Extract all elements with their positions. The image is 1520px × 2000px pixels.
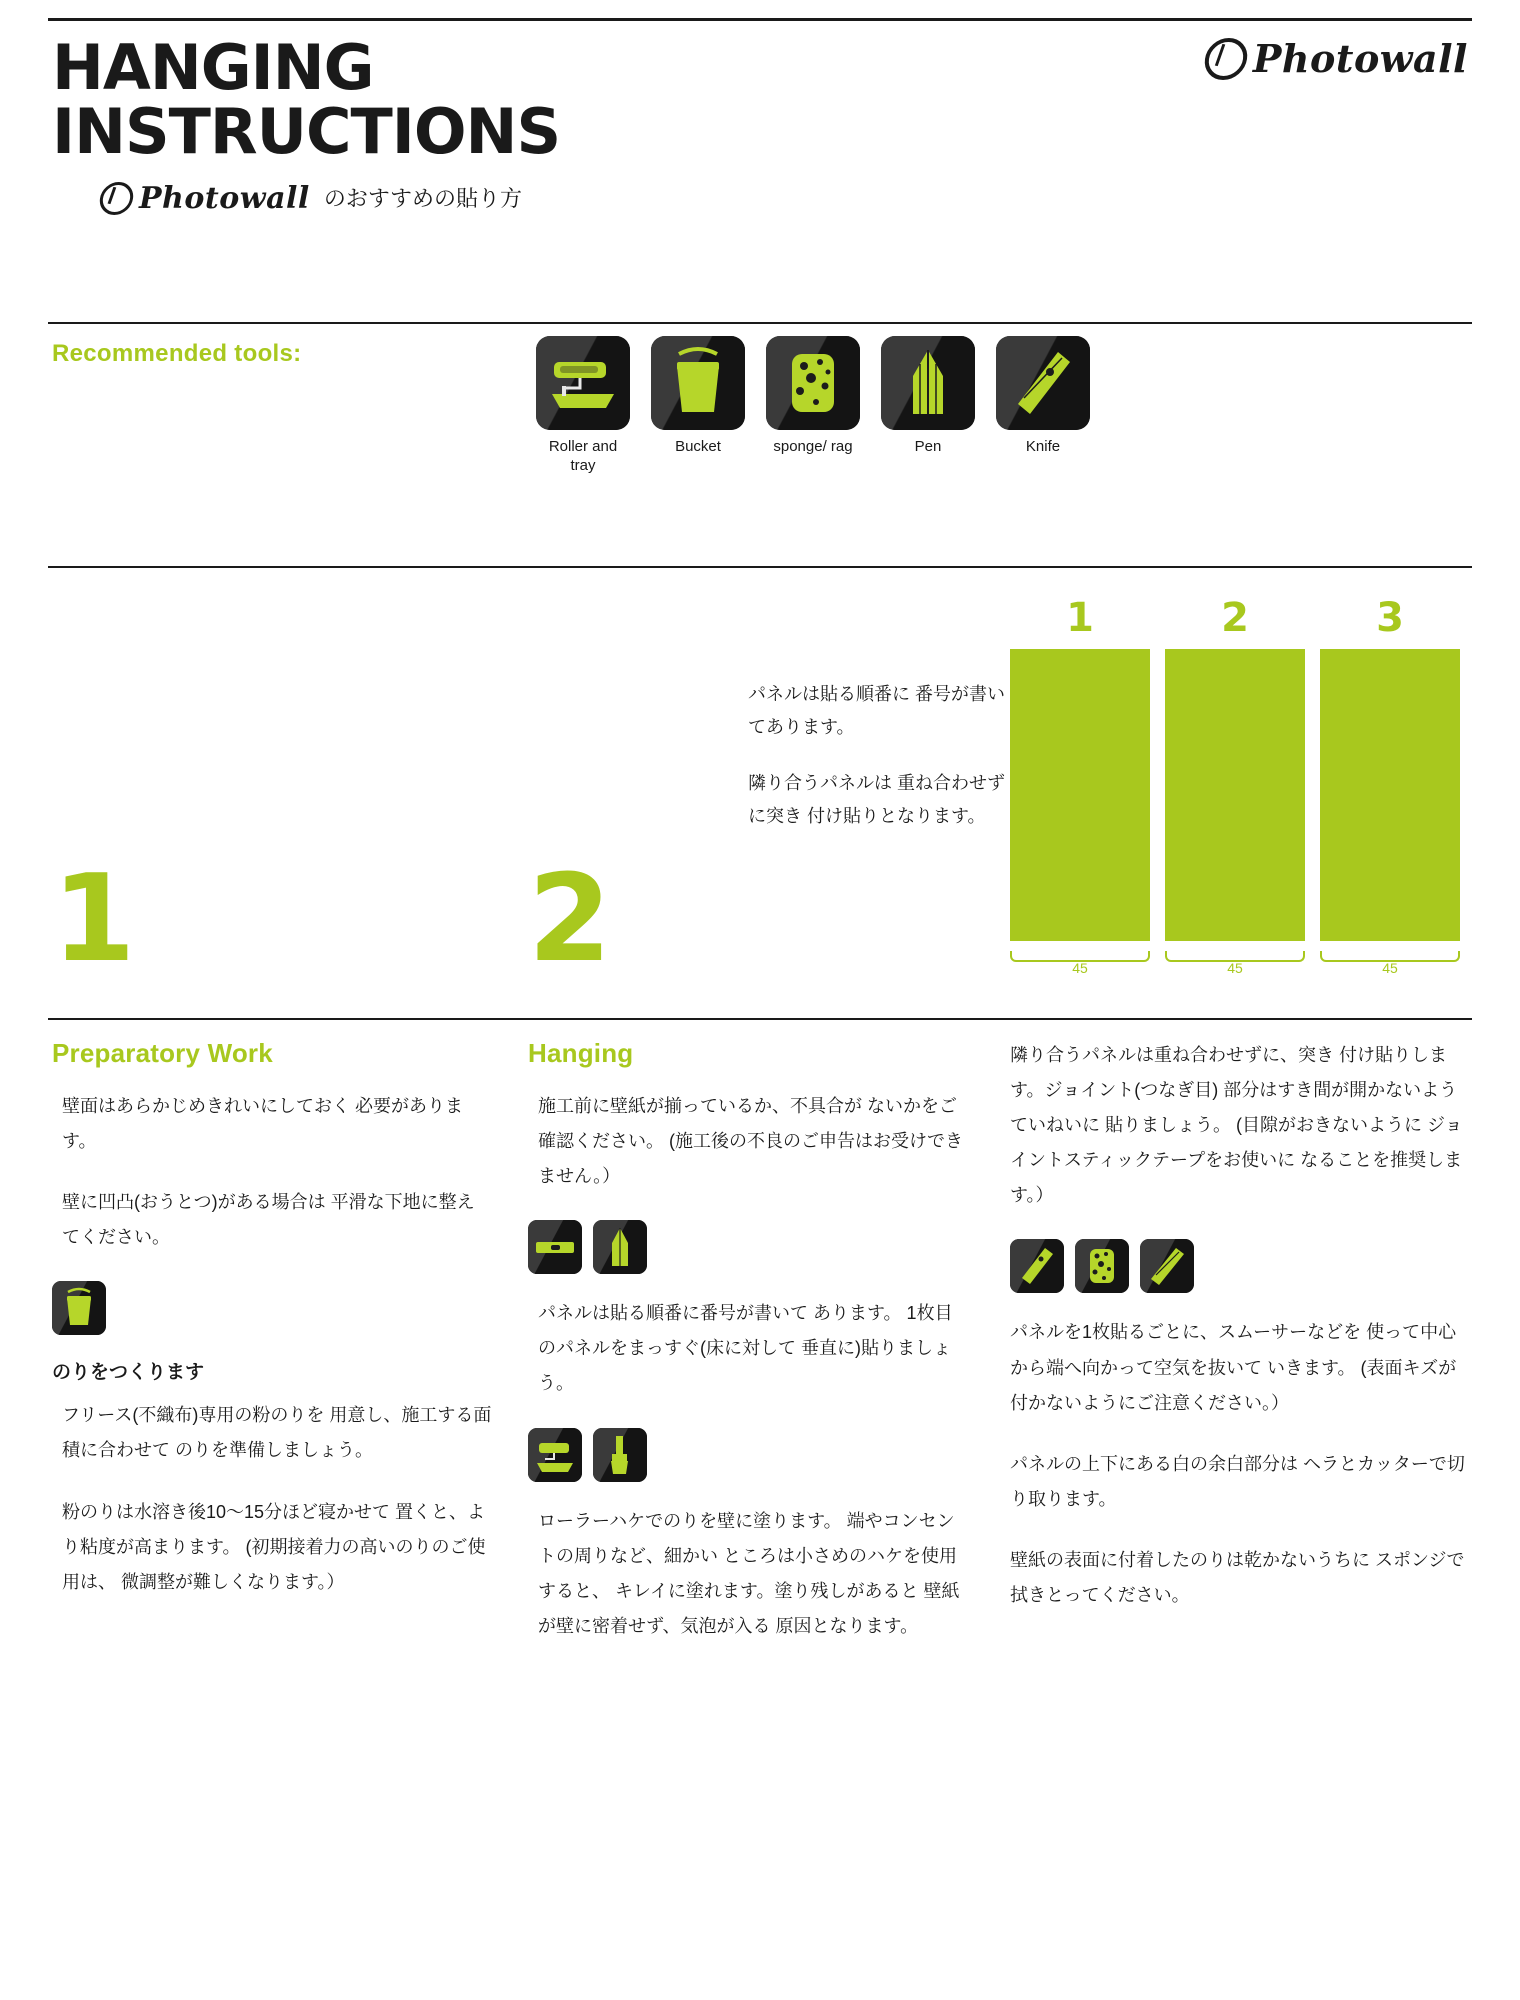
panel-width-braces (1010, 945, 1460, 979)
tool-bucket (651, 336, 745, 476)
column-preparatory-work (52, 1038, 492, 1626)
column3-icon-row (1010, 1239, 1470, 1293)
photowall-logo-text-header: Photowall (1252, 36, 1468, 81)
knife-icon (996, 336, 1090, 430)
column1-heading: Preparatory Work (52, 1038, 273, 1068)
panel-width-brace (1320, 945, 1460, 979)
page-title (52, 31, 561, 216)
photowall-logo-icon-header (1202, 38, 1250, 80)
tool-caption: sponge/ rag (773, 438, 853, 455)
column3-paragraph-4: 壁紙の表面に付着したのりは乾かないうちに スポンジで拭きとってください。 (1010, 1549, 1465, 1606)
column2-paragraph-2: パネルは貼る順番に番号が書いて あります。 1枚目のパネルをまっすぐ(床に対して 垂直に)貼りましょう。 (538, 1303, 953, 1394)
column2-paragraph-3: ローラーハケでのりを壁に塗ります。 端やコンセントの周りなど、細かい ところは小さめのハケを使用すると、 キレイに塗れます。塗り残しがあると 壁紙が壁に密着せず、気泡が入る 原因となります。 (538, 1510, 960, 1636)
panel-number: 2 (1221, 595, 1249, 641)
header-divider (48, 18, 1472, 21)
panel-number-row (1010, 595, 1460, 641)
panel-width-brace (1010, 945, 1150, 979)
panel-note-1: パネルは貼る順番に 番号が書いてあります。 (748, 684, 1005, 738)
tool-caption: Bucket (675, 438, 721, 455)
column1-subheading: のりをつくります (52, 1362, 205, 1384)
column1-paragraph-4: 粉のりは水溶き後10〜15分ほど寝かせて 置くと、より粘度が高まります。 (初期接着力の高いのりのご使用は、 微調整が難しくなります。） (62, 1501, 486, 1592)
pen-icon (593, 1220, 647, 1274)
tool-caption: Pen (914, 438, 942, 455)
column-hanging (528, 1038, 968, 1670)
panel-width-label: 45 (1382, 960, 1398, 976)
step-number-1: 1 (52, 850, 136, 989)
photowall-logo-header (1205, 36, 1468, 81)
panel-number: 1 (1066, 595, 1094, 641)
bucket-icon (651, 336, 745, 430)
column2-paragraph-1: 施工前に壁紙が揃っているか、不具合が ないかをご確認ください。 (施工後の不良のご申告はお受けできません。） (538, 1096, 963, 1187)
column2-icon-row-2 (528, 1428, 968, 1482)
step-number-2: 2 (528, 850, 612, 989)
column3-paragraph-1: 隣り合うパネルは重ね合わせずに、突き 付け貼りします。ジョイント(つなぎ目) 部分はすき間が開かないようていねいに 貼りましょう。 (目隙がおきないように ジョイントスティックテープをお使いに なることを推奨します。） (1010, 1045, 1463, 1206)
panel-width-label: 45 (1072, 960, 1088, 976)
photowall-logo-text: Photowall (139, 180, 310, 216)
panel-number: 3 (1376, 595, 1404, 641)
column1-paragraph-3: フリース(不織布)専用の粉のりを 用意し、施工する面積に合わせて のりを準備しましょう。 (62, 1405, 492, 1461)
panel-rect (1010, 649, 1150, 941)
panel-diagram (1010, 595, 1460, 979)
knife-icon (1010, 1239, 1064, 1293)
smoother-icon (1140, 1239, 1194, 1293)
body-divider (48, 1018, 1472, 1020)
tool-knife (996, 336, 1090, 476)
brand-logo-top-right (1205, 36, 1468, 81)
photowall-logo-icon (98, 182, 136, 215)
tool-sponge-rag (766, 336, 860, 476)
panel-width-brace (1165, 945, 1305, 979)
panel-width-label: 45 (1227, 960, 1243, 976)
brush-icon (593, 1428, 647, 1482)
subtitle-row (100, 181, 560, 216)
sponge-rag-icon (766, 336, 860, 430)
bucket-icon (52, 1281, 106, 1335)
panel-row (1010, 649, 1460, 941)
column2-heading: Hanging (528, 1038, 634, 1068)
photowall-logo (100, 181, 310, 216)
column1-paragraph-1: 壁面はあらかじめきれいにしておく 必要があります。 (62, 1096, 463, 1152)
column3-paragraph-2: パネルを1枚貼るごとに、スムーサーなどを 使って中心から端へ向かって空気を抜いて いきます。 (表面キズが付かないようにご注意ください。） (1010, 1322, 1457, 1413)
panel-note-2: 隣り合うパネルは 重ね合わせずに突き 付け貼りとなります。 (748, 772, 1005, 826)
recommended-tools-list (536, 336, 1090, 476)
tool-caption: Roller and tray (548, 438, 618, 474)
title-line-2: INSTRUCTIONS (52, 95, 561, 169)
roller-and-tray-icon (528, 1428, 582, 1482)
subtitle-japanese: のおすすめの貼り方 (323, 185, 523, 211)
tool-caption: Knife (1025, 438, 1061, 455)
column-finishing (1010, 1038, 1470, 1639)
sponge-rag-icon (1075, 1239, 1129, 1293)
tool-roller-and-tray (536, 336, 630, 476)
column3-paragraph-3: パネルの上下にある白の余白部分は ヘラとカッターで切り取ります。 (1010, 1453, 1465, 1509)
column1-icon-row (52, 1281, 492, 1335)
recommended-tools-label: Recommended tools: (52, 340, 302, 367)
level-icon (528, 1220, 582, 1274)
title-line-1: HANGING (52, 31, 374, 104)
panel-diagram-note (748, 678, 1006, 855)
panel-rect (1165, 649, 1305, 941)
column2-icon-row-1 (528, 1220, 968, 1274)
tools-divider-top (48, 322, 1472, 324)
tool-pen (881, 336, 975, 476)
tools-divider-bottom (48, 566, 1472, 568)
roller-and-tray-icon (536, 336, 630, 430)
panel-rect (1320, 649, 1460, 941)
column1-paragraph-2: 壁に凹凸(おうとつ)がある場合は 平滑な下地に整えてください。 (62, 1192, 475, 1248)
pen-icon (881, 336, 975, 430)
